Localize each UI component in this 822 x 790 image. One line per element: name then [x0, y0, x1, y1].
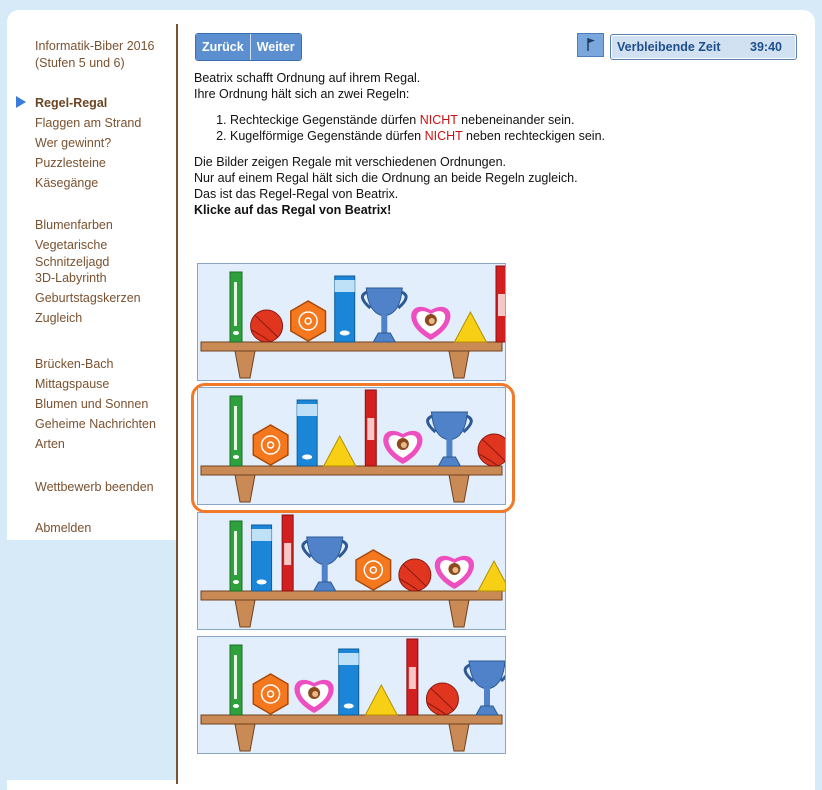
rule-2-end: neben rechteckigen sein. — [462, 129, 606, 143]
shelf-bracket-right — [449, 475, 469, 502]
intro-line-2: Ihre Ordnung hält sich an zwei Regeln: — [194, 87, 410, 101]
remaining-time-value: 39:40 — [750, 40, 782, 54]
red-book-icon — [282, 515, 293, 591]
remaining-time-label: Verbleibende Zeit — [617, 40, 721, 54]
trophy-icon — [362, 288, 406, 342]
sidebar-item-blumenfarben[interactable]: Blumenfarben — [35, 218, 113, 232]
shelf-option-1-drawing — [198, 264, 505, 380]
ball-icon — [399, 559, 431, 591]
rule-1 — [230, 112, 794, 128]
sidebar-item-puzzlesteine[interactable]: Puzzlesteine — [35, 156, 106, 170]
green-book-icon — [230, 396, 242, 466]
shelf-option-2[interactable] — [197, 387, 506, 505]
triangle-icon — [365, 685, 397, 715]
heart-frame-icon — [435, 556, 474, 589]
sidebar-item-kaesegaenge[interactable]: Käsegänge — [35, 176, 99, 190]
sidebar-group-1 — [35, 95, 141, 192]
sidebar-item-arten[interactable]: Arten — [35, 437, 65, 451]
shelf-option-4-drawing — [198, 637, 505, 753]
sidebar — [7, 10, 176, 540]
shelf-bracket-right — [449, 600, 469, 627]
hexagon-clock-icon — [291, 301, 326, 341]
sidebar-item-wer-gewinnt[interactable]: Wer gewinnt? — [35, 136, 112, 150]
rule-2-emphasis: NICHT — [424, 129, 463, 143]
sidebar-item-3d-labyrinth[interactable]: 3D-Labyrinth — [35, 271, 107, 285]
triangle-icon — [454, 312, 486, 342]
task-navigation — [195, 33, 302, 61]
green-book-icon — [230, 645, 242, 715]
shelf-option-1[interactable] — [197, 263, 506, 381]
logout-link[interactable]: Abmelden — [35, 521, 92, 535]
rule-1-emphasis: NICHT — [419, 113, 458, 127]
sidebar-item-geburtstagskerzen[interactable]: Geburtstagskerzen — [35, 291, 141, 305]
blue-box-icon — [297, 400, 317, 466]
shelf-bracket-left — [235, 600, 255, 627]
green-book-icon — [230, 272, 242, 342]
shelf-option-2-drawing — [198, 388, 505, 504]
sidebar-item-bruecken-bach[interactable]: Brücken-Bach — [35, 357, 114, 371]
hexagon-clock-icon — [253, 425, 288, 465]
rules-list — [194, 112, 794, 144]
heart-frame-icon — [383, 431, 422, 464]
flag-button[interactable] — [577, 33, 604, 57]
task-question: Klicke auf das Regal von Beatrix! — [194, 203, 392, 217]
rule-1-end: nebeneinander sein. — [457, 113, 575, 127]
sidebar-logout-block — [35, 520, 91, 537]
shelf-option-4[interactable] — [197, 636, 506, 754]
sidebar-item-geheime-nachrichten[interactable]: Geheime Nachrichten — [35, 417, 156, 431]
red-book-icon — [407, 639, 418, 715]
sidebar-group-2 — [35, 217, 141, 327]
sidebar-end-block — [35, 479, 154, 496]
shelf-board — [201, 466, 502, 475]
shelf-board — [201, 715, 502, 724]
current-task-arrow-icon — [16, 96, 26, 108]
triangle-icon — [324, 436, 356, 466]
sidebar-contest-title[interactable]: Informatik-Biber 2016 (Stufen 5 und 6) — [35, 39, 155, 70]
end-contest-link[interactable]: Wettbewerb beenden — [35, 480, 154, 494]
shelf-bracket-right — [449, 724, 469, 751]
ball-icon — [478, 434, 505, 466]
next-button[interactable]: Weiter — [251, 34, 301, 60]
task-text — [194, 70, 794, 218]
trophy-icon — [428, 412, 472, 466]
sidebar-item-zugleich[interactable]: Zugleich — [35, 311, 83, 325]
trophy-icon — [465, 661, 505, 715]
red-book-icon — [365, 390, 376, 466]
sidebar-divider — [176, 24, 178, 784]
intro-line-1: Beatrix schafft Ordnung auf ihrem Regal. — [194, 71, 421, 85]
shelf-bracket-left — [235, 724, 255, 751]
blue-box-icon — [339, 649, 359, 715]
body-line-1: Die Bilder zeigen Regale mit verschiedenen Ordnungen. — [194, 155, 506, 169]
rule-2-start: Kugelförmige Gegenstände dürfen — [230, 129, 425, 143]
heart-frame-icon — [411, 307, 450, 340]
red-book-icon — [496, 266, 505, 342]
rule-1-start: Rechteckige Gegenstände dürfen — [230, 113, 420, 127]
hexagon-clock-icon — [253, 674, 288, 714]
flag-icon — [578, 34, 603, 56]
blue-box-icon — [252, 525, 272, 591]
sidebar-item-blumen-und-sonnen[interactable]: Blumen und Sonnen — [35, 397, 149, 411]
body-line-2: Nur auf einem Regal hält sich die Ordnung an beide Regeln zugleich. — [194, 171, 578, 185]
shelf-option-3-drawing — [198, 513, 505, 629]
triangle-icon — [478, 561, 505, 591]
shelf-bracket-right — [449, 351, 469, 378]
trophy-icon — [303, 537, 347, 591]
sidebar-item-vegetarische-schnitzeljagd[interactable]: Vegetarische Schnitzeljagd — [35, 238, 110, 269]
shelf-bracket-left — [235, 351, 255, 378]
sidebar-group-3 — [35, 356, 156, 453]
green-book-icon — [230, 521, 242, 591]
sidebar-header-block — [35, 38, 155, 72]
page — [7, 10, 815, 790]
blue-box-icon — [335, 276, 355, 342]
remaining-time-box — [610, 34, 797, 60]
ball-icon — [426, 683, 458, 715]
ball-icon — [251, 310, 283, 342]
shelf-bracket-left — [235, 475, 255, 502]
shelf-board — [201, 342, 502, 351]
sidebar-item-regel-regal[interactable]: Regel-Regal — [35, 96, 108, 110]
sidebar-item-mittagspause[interactable]: Mittagspause — [35, 377, 110, 391]
rule-2 — [230, 128, 794, 144]
sidebar-background — [7, 540, 176, 780]
sidebar-item-flaggen-am-strand[interactable]: Flaggen am Strand — [35, 116, 142, 130]
shelf-board — [201, 591, 502, 600]
body-line-3: Das ist das Regel-Regal von Beatrix. — [194, 187, 399, 201]
hexagon-clock-icon — [356, 550, 391, 590]
heart-frame-icon — [295, 680, 334, 713]
shelf-option-3[interactable] — [197, 512, 506, 630]
back-button[interactable]: Zurück — [196, 34, 251, 60]
